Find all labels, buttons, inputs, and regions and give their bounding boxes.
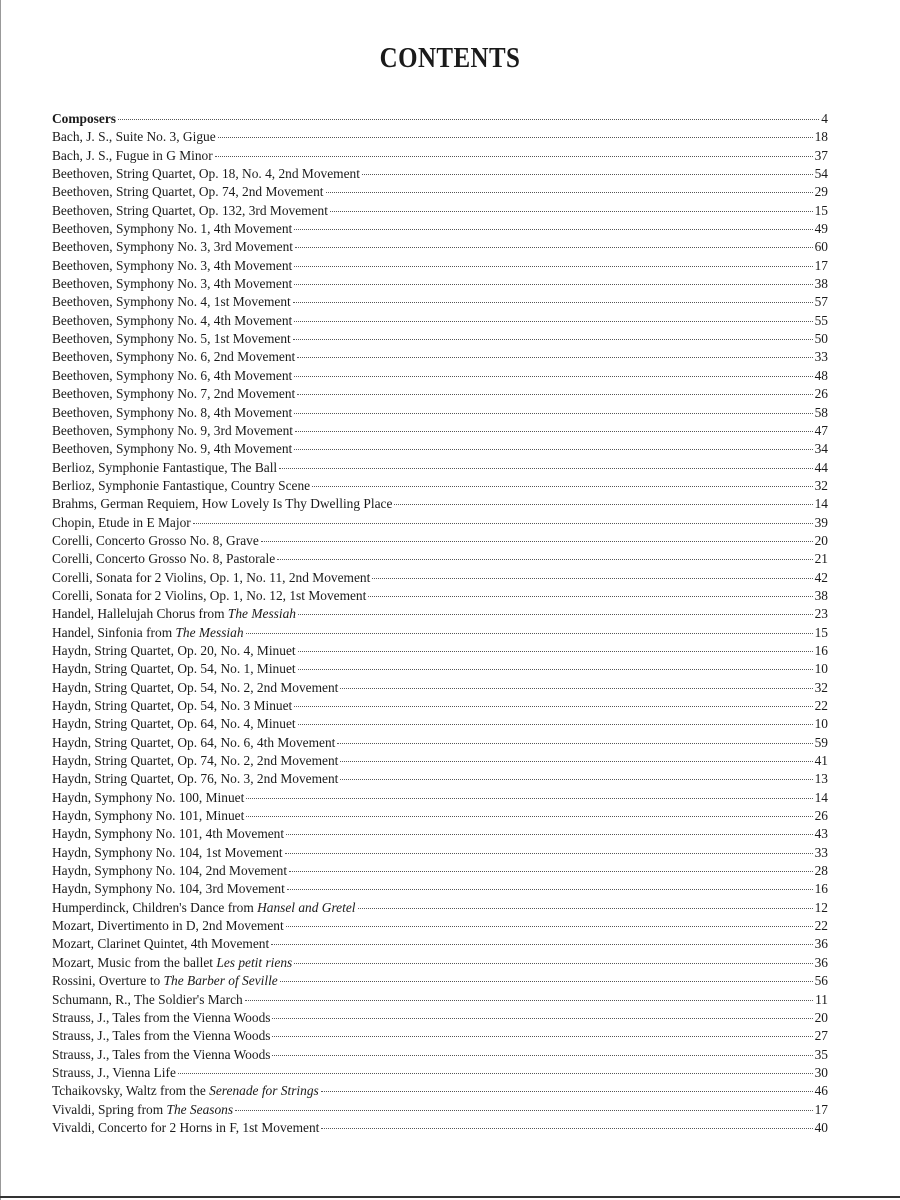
toc-entry-text: Haydn, String Quartet, Op. 20, No. 4, Minuet — [52, 642, 296, 658]
toc-entry-title — [52, 348, 295, 366]
toc-entry-text: Chopin, Etude in E Major — [52, 514, 191, 530]
toc-entry-text: Beethoven, Symphony No. 5, 1st Movement — [52, 331, 291, 347]
toc-entry-title — [52, 312, 292, 330]
toc-entry[interactable] — [52, 972, 828, 990]
toc-entry[interactable] — [52, 880, 828, 898]
toc-entry-title — [52, 972, 278, 990]
toc-entry[interactable] — [52, 624, 828, 642]
toc-entry-page-number: 16 — [814, 881, 828, 897]
toc-dot-leader — [286, 834, 813, 835]
toc-entry[interactable] — [52, 532, 828, 550]
toc-entry-page-number: 21 — [814, 551, 828, 567]
toc-entry-page-number: 20 — [814, 1009, 828, 1025]
toc-entry-title — [52, 128, 216, 146]
toc-entry[interactable] — [52, 367, 828, 385]
toc-entry-page-number: 17 — [814, 257, 828, 273]
toc-entry-title — [52, 642, 296, 660]
toc-entry-work-title: The Seasons — [166, 1101, 234, 1117]
toc-entry-page-number: 16 — [814, 642, 828, 658]
toc-dot-leader — [337, 743, 812, 744]
toc-entry[interactable] — [52, 734, 828, 752]
toc-entry[interactable] — [52, 1119, 828, 1137]
toc-entry-title — [52, 220, 292, 238]
toc-dot-leader — [298, 651, 813, 652]
toc-entry-page-number: 50 — [814, 331, 828, 347]
toc-entry-title — [52, 569, 370, 587]
toc-dot-leader — [193, 523, 813, 524]
toc-entry-title — [52, 734, 335, 752]
toc-entry[interactable] — [52, 1009, 828, 1027]
toc-entry-text: Handel, Hallelujah Chorus from — [52, 606, 228, 622]
toc-dot-leader — [285, 853, 813, 854]
toc-entry-page-number: 40 — [814, 1119, 828, 1135]
toc-entry-work-title: Les petit riens — [216, 954, 293, 970]
toc-entry[interactable] — [52, 550, 828, 568]
toc-dot-leader — [321, 1091, 813, 1092]
toc-entry-text: Beethoven, Symphony No. 6, 2nd Movement — [52, 349, 296, 365]
toc-entry-text: Haydn, String Quartet, Op. 64, No. 4, Minuet — [52, 716, 296, 732]
toc-dot-leader — [272, 1055, 812, 1056]
toc-entry-page-number: 58 — [814, 404, 828, 420]
toc-dot-leader — [118, 119, 819, 120]
toc-entry-title — [52, 495, 392, 513]
toc-dot-leader — [394, 504, 812, 505]
toc-entry-title — [52, 477, 310, 495]
toc-entry[interactable] — [52, 697, 828, 715]
toc-entry-text: Vivaldi, Spring from — [52, 1101, 167, 1117]
toc-entry-page-number: 36 — [814, 936, 828, 952]
toc-entry[interactable] — [52, 1064, 828, 1082]
toc-entry-text: Beethoven, Symphony No. 3, 4th Movement — [52, 257, 293, 273]
toc-dot-leader — [372, 578, 812, 579]
toc-entry-text: Beethoven, String Quartet, Op. 74, 2nd Movement — [52, 184, 324, 200]
toc-entry-text: Beethoven, Symphony No. 9, 3rd Movement — [52, 422, 294, 438]
toc-dot-leader — [297, 357, 812, 358]
toc-entry-page-number: 10 — [814, 716, 828, 732]
toc-entry-page-number: 48 — [814, 367, 828, 383]
toc-entry[interactable] — [52, 862, 828, 880]
toc-entry-page-number: 30 — [814, 1064, 828, 1080]
toc-entry-text: Haydn, String Quartet, Op. 54, No. 1, Minuet — [52, 661, 296, 677]
toc-dot-leader — [326, 192, 813, 193]
toc-entry-text: Haydn, Symphony No. 101, 4th Movement — [52, 826, 285, 842]
toc-entry-text: Strauss, J., Tales from the Vienna Woods — [52, 1046, 271, 1062]
toc-entry-text: Humperdinck, Children's Dance from — [52, 899, 258, 915]
toc-dot-leader — [294, 229, 812, 230]
toc-entry-page-number: 26 — [814, 386, 828, 402]
toc-entry[interactable] — [52, 844, 828, 862]
toc-entry[interactable] — [52, 660, 828, 678]
toc-entry-page-number: 4 — [821, 111, 828, 126]
toc-entry-text: Beethoven, Symphony No. 6, 4th Movement — [52, 367, 293, 383]
toc-entry-text: Vivaldi, Concerto for 2 Horns in F, 1st Movement — [52, 1119, 320, 1135]
toc-entry-title — [52, 1064, 176, 1082]
toc-entry-text: Tchaikovsky, Waltz from the — [52, 1083, 210, 1099]
toc-dot-leader — [286, 926, 813, 927]
toc-entry-title — [52, 532, 259, 550]
toc-entry-text: Haydn, String Quartet, Op. 64, No. 6, 4th Movement — [52, 734, 336, 750]
toc-entry[interactable] — [52, 569, 828, 587]
toc-entry[interactable] — [52, 404, 828, 422]
toc-dot-leader — [245, 1000, 813, 1001]
toc-dot-leader — [294, 449, 812, 450]
toc-entry-page-number: 37 — [814, 147, 828, 163]
toc-dot-leader — [289, 871, 813, 872]
toc-entry[interactable] — [52, 991, 828, 1009]
toc-entry-title — [52, 954, 292, 972]
toc-dot-leader — [294, 266, 812, 267]
toc-entry-title — [52, 660, 296, 678]
toc-entry[interactable] — [52, 752, 828, 770]
toc-entry-text: Mozart, Clarinet Quintet, 4th Movement — [52, 936, 270, 952]
toc-entry-title — [52, 862, 287, 880]
page-title: CONTENTS — [379, 42, 521, 74]
toc-entry[interactable] — [52, 220, 828, 238]
toc-entry[interactable] — [52, 605, 828, 623]
toc-entry-page-number: 28 — [814, 863, 828, 879]
toc-entry-page-number: 15 — [814, 624, 828, 640]
page-bottom-rule — [0, 1196, 900, 1198]
toc-entry-text: Corelli, Concerto Grosso No. 8, Pastorale — [52, 551, 276, 567]
toc-dot-leader — [297, 394, 812, 395]
toc-dot-leader — [246, 798, 812, 799]
toc-dot-leader — [246, 816, 812, 817]
toc-dot-leader — [294, 963, 812, 964]
toc-entry-text: Bach, J. S., Suite No. 3, Gigue — [52, 129, 216, 145]
toc-entry-title — [52, 367, 292, 385]
toc-entry-title — [52, 715, 296, 733]
toc-entry[interactable] — [52, 495, 828, 513]
toc-entry-text: Haydn, String Quartet, Op. 54, No. 3 Minuet — [52, 698, 293, 713]
toc-entry-page-number: 17 — [814, 1101, 828, 1117]
toc-entry-title — [52, 844, 283, 862]
toc-entry[interactable] — [52, 312, 828, 330]
toc-dot-leader — [294, 376, 812, 377]
toc-entry-title — [52, 807, 244, 825]
toc-entry-page-number: 26 — [814, 808, 828, 824]
toc-entry-page-number: 18 — [814, 129, 828, 145]
toc-entry-title — [52, 110, 116, 128]
toc-entry[interactable] — [52, 770, 828, 788]
page-left-edge — [0, 0, 1, 1200]
toc-dot-leader — [294, 321, 812, 322]
toc-entry[interactable] — [52, 385, 828, 403]
toc-entry[interactable] — [52, 257, 828, 275]
toc-dot-leader — [272, 1036, 812, 1037]
toc-entry-text: Strauss, J., Vienna Life — [52, 1064, 176, 1080]
toc-entry-text: Haydn, String Quartet, Op. 76, No. 3, 2nd Movement — [52, 771, 339, 787]
toc-entry[interactable] — [52, 348, 828, 366]
toc-entry-text: Beethoven, Symphony No. 8, 4th Movement — [52, 404, 293, 420]
toc-entry-page-number: 42 — [814, 569, 828, 585]
toc-dot-leader — [261, 541, 813, 542]
toc-dot-leader — [312, 486, 813, 487]
toc-entry-text: Beethoven, Symphony No. 1, 4th Movement — [52, 221, 293, 237]
toc-dot-leader — [294, 413, 812, 414]
toc-entry-page-number: 33 — [814, 349, 828, 365]
toc-dot-leader — [271, 944, 812, 945]
toc-entry-text: Corelli, Sonata for 2 Violins, Op. 1, No. 12, 1st Movement — [52, 587, 367, 603]
toc-dot-leader — [298, 614, 813, 615]
toc-entry-text: Beethoven, String Quartet, Op. 132, 3rd Movement — [52, 202, 328, 218]
toc-entry-title — [52, 404, 292, 422]
toc-dot-leader — [298, 669, 813, 670]
toc-entry[interactable] — [52, 1046, 828, 1064]
toc-entry-title — [52, 697, 292, 715]
toc-entry-title — [52, 789, 244, 807]
toc-entry-title — [52, 587, 366, 605]
toc-entry-text: Beethoven, Symphony No. 7, 2nd Movement — [52, 386, 296, 402]
toc-entry[interactable] — [52, 917, 828, 935]
toc-entry-page-number: 32 — [814, 477, 828, 493]
toc-entry-text: Beethoven, Symphony No. 3, 3rd Movement — [52, 239, 294, 255]
toc-entry[interactable] — [52, 1082, 828, 1100]
toc-entry-title — [52, 752, 338, 770]
toc-dot-leader — [295, 431, 813, 432]
toc-dot-leader — [287, 889, 813, 890]
toc-entry-text: Beethoven, Symphony No. 4, 1st Movement — [52, 294, 291, 310]
toc-entry-page-number: 29 — [814, 184, 828, 200]
toc-entry-title — [52, 238, 293, 256]
toc-entry[interactable] — [52, 935, 828, 953]
toc-entry-page-number: 10 — [814, 661, 828, 677]
toc-dot-leader — [277, 559, 812, 560]
toc-dot-leader — [294, 284, 812, 285]
toc-entry-title — [52, 275, 292, 293]
toc-entry-page-number: 23 — [814, 606, 828, 622]
toc-entry[interactable] — [52, 202, 828, 220]
toc-entry-page-number: 20 — [814, 532, 828, 548]
toc-entry-text: Haydn, String Quartet, Op. 74, No. 2, 2nd Movement — [52, 753, 339, 769]
toc-entry-title — [52, 1046, 270, 1064]
toc-entry-text: Beethoven, Symphony No. 3, 4th Movement — [52, 276, 293, 292]
toc-entry-title — [52, 202, 328, 220]
toc-entry-text: Schumann, R., The Soldier's March — [52, 991, 243, 1007]
toc-entry-page-number: 35 — [814, 1046, 828, 1062]
toc-entry-page-number: 46 — [814, 1083, 828, 1099]
toc-dot-leader — [368, 596, 812, 597]
toc-entry-text: Mozart, Divertimento in D, 2nd Movement — [52, 918, 284, 934]
toc-entry-title — [52, 459, 277, 477]
toc-entry-page-number: 12 — [814, 899, 828, 915]
toc-entry[interactable] — [52, 128, 828, 146]
toc-dot-leader — [218, 137, 813, 138]
toc-dot-leader — [294, 706, 812, 707]
toc-dot-leader — [280, 981, 813, 982]
toc-entry-title — [52, 770, 338, 788]
toc-entry-title — [52, 257, 292, 275]
toc-dot-leader — [358, 908, 813, 909]
toc-entry-text: Haydn, Symphony No. 104, 1st Movement — [52, 844, 283, 860]
toc-entry-text: Strauss, J., Tales from the Vienna Woods — [52, 1009, 271, 1025]
toc-entry-page-number: 59 — [814, 734, 828, 750]
toc-entry-page-number: 11 — [815, 991, 828, 1007]
toc-entry-text: Haydn, Symphony No. 100, Minuet — [52, 789, 245, 805]
toc-entry-title — [52, 825, 284, 843]
toc-entry-text: Haydn, String Quartet, Op. 54, No. 2, 2nd Movement — [52, 679, 339, 695]
toc-entry-page-number: 44 — [814, 459, 828, 475]
toc-entry[interactable] — [52, 514, 828, 532]
toc-entry[interactable] — [52, 807, 828, 825]
toc-entry[interactable] — [52, 715, 828, 733]
toc-entry-title — [52, 679, 338, 697]
toc-entry-text: Bach, J. S., Fugue in G Minor — [52, 147, 213, 163]
toc-entry-title — [52, 385, 295, 403]
toc-entry[interactable] — [52, 293, 828, 311]
toc-entry-page-number: 38 — [814, 587, 828, 603]
toc-entry-page-number: 22 — [814, 918, 828, 934]
toc-entry-title — [52, 935, 269, 953]
toc-dot-leader — [272, 1018, 812, 1019]
toc-entry-text: Beethoven, Symphony No. 9, 4th Movement — [52, 441, 293, 457]
toc-entry-page-number: 14 — [814, 496, 828, 512]
toc-dot-leader — [340, 779, 812, 780]
toc-dot-leader — [279, 468, 812, 469]
toc-entry[interactable] — [52, 1101, 828, 1119]
toc-entry-text: Corelli, Sonata for 2 Violins, Op. 1, No. 11, 2nd Movement — [52, 569, 371, 585]
toc-entry-text: Strauss, J., Tales from the Vienna Woods — [52, 1028, 271, 1044]
toc-entry-page-number: 38 — [814, 276, 828, 292]
toc-entry-title — [52, 1082, 319, 1100]
toc-entry-work-title: Serenade for Strings — [209, 1083, 319, 1099]
toc-dot-leader — [340, 761, 812, 762]
toc-dot-leader — [178, 1073, 813, 1074]
toc-entry-page-number: 54 — [814, 166, 828, 182]
toc-dot-leader — [215, 156, 813, 157]
toc-entry-page-number: 27 — [814, 1028, 828, 1044]
toc-dot-leader — [293, 339, 813, 340]
toc-entry-title — [52, 514, 191, 532]
toc-entry[interactable] — [52, 183, 828, 201]
toc-dot-leader — [340, 688, 812, 689]
toc-entry-text: Haydn, Symphony No. 104, 2nd Movement — [52, 863, 288, 879]
toc-entry-text: Haydn, Symphony No. 104, 3rd Movement — [52, 881, 285, 897]
toc-entry[interactable] — [52, 477, 828, 495]
toc-entry-text: Berlioz, Symphonie Fantastique, Country Scene — [52, 477, 311, 493]
toc-entry-title — [52, 917, 284, 935]
toc-entry-title — [52, 899, 356, 917]
toc-entry-title — [52, 165, 360, 183]
toc-entry-page-number: 34 — [814, 441, 828, 457]
toc-entry-title — [52, 550, 275, 568]
toc-entry-text: Composers — [52, 111, 116, 126]
toc-entry-page-number: 15 — [814, 202, 828, 218]
toc-entry-work-title: Hansel and Gretel — [257, 899, 356, 915]
toc-entry-title — [52, 293, 291, 311]
toc-entry[interactable] — [52, 275, 828, 293]
toc-entry-title — [52, 1027, 270, 1045]
toc-entry-page-number: 33 — [814, 844, 828, 860]
toc-entry-text: Handel, Sinfonia from — [52, 624, 176, 640]
toc-entry-page-number: 57 — [814, 294, 828, 310]
toc-entry-title — [52, 605, 296, 623]
toc-entry[interactable] — [52, 165, 828, 183]
toc-dot-leader — [298, 724, 813, 725]
toc-entry-page-number: 49 — [814, 221, 828, 237]
toc-entry-title — [52, 183, 324, 201]
toc-dot-leader — [246, 633, 813, 634]
toc-entry-title — [52, 422, 293, 440]
toc-entry-title — [52, 147, 213, 165]
toc-entry-page-number: 39 — [814, 514, 828, 530]
toc-entry-text: Rossini, Overture to — [52, 973, 164, 989]
toc-entry[interactable] — [52, 789, 828, 807]
toc-dot-leader — [295, 247, 813, 248]
toc-entry[interactable] — [52, 110, 828, 128]
toc-entry-page-number: 47 — [814, 422, 828, 438]
toc-entry-title — [52, 440, 292, 458]
toc-entry[interactable] — [52, 238, 828, 256]
toc-dot-leader — [330, 211, 813, 212]
toc-entry-title — [52, 991, 243, 1009]
toc-entry-work-title: The Barber of Seville — [163, 973, 278, 989]
toc-entry[interactable] — [52, 459, 828, 477]
toc-entry-page-number: 14 — [814, 789, 828, 805]
toc-entry-text: Brahms, German Requiem, How Lovely Is Thy Dwelling Place — [52, 496, 393, 512]
toc-entry-page-number: 43 — [814, 826, 828, 842]
toc-entry-title — [52, 1119, 319, 1137]
toc-entry-page-number: 36 — [814, 954, 828, 970]
toc-entry[interactable] — [52, 679, 828, 697]
toc-entry-title — [52, 330, 291, 348]
toc-entry-page-number: 22 — [814, 698, 828, 713]
toc-entry-title — [52, 1009, 270, 1027]
toc-entry[interactable] — [52, 642, 828, 660]
toc-entry-title — [52, 1101, 233, 1119]
toc-entry-text: Beethoven, String Quartet, Op. 18, No. 4, 2nd Movement — [52, 166, 360, 182]
toc-entry-text: Berlioz, Symphonie Fantastique, The Ball — [52, 459, 278, 475]
toc-dot-leader — [235, 1110, 813, 1111]
toc-entry-title — [52, 880, 285, 898]
toc-entry[interactable] — [52, 147, 828, 165]
toc-entry[interactable] — [52, 587, 828, 605]
toc-entry[interactable] — [52, 1027, 828, 1045]
toc-entry-page-number: 13 — [814, 771, 828, 787]
toc-entry-page-number: 56 — [814, 973, 828, 989]
toc-entry-page-number: 55 — [814, 312, 828, 328]
toc-entry-page-number: 41 — [814, 753, 828, 769]
toc-dot-leader — [362, 174, 813, 175]
toc-entry-text: Mozart, Music from the ballet — [52, 954, 217, 970]
toc-entry[interactable] — [52, 330, 828, 348]
toc-entry[interactable] — [52, 899, 828, 917]
toc-entry[interactable] — [52, 825, 828, 843]
toc-entry-work-title: The Messiah — [175, 624, 244, 640]
toc-entry[interactable] — [52, 440, 828, 458]
toc-entry[interactable] — [52, 422, 828, 440]
toc-entry-text: Haydn, Symphony No. 101, Minuet — [52, 808, 245, 824]
toc-entry-text: Beethoven, Symphony No. 4, 4th Movement — [52, 312, 293, 328]
toc-dot-leader — [293, 302, 813, 303]
table-of-contents — [52, 110, 828, 1137]
toc-entry-title — [52, 624, 244, 642]
toc-entry-page-number: 32 — [814, 679, 828, 695]
toc-entry-page-number: 60 — [814, 239, 828, 255]
toc-entry-text: Corelli, Concerto Grosso No. 8, Grave — [52, 532, 259, 548]
toc-entry[interactable] — [52, 954, 828, 972]
toc-dot-leader — [321, 1128, 812, 1129]
toc-entry-work-title: The Messiah — [227, 606, 296, 622]
